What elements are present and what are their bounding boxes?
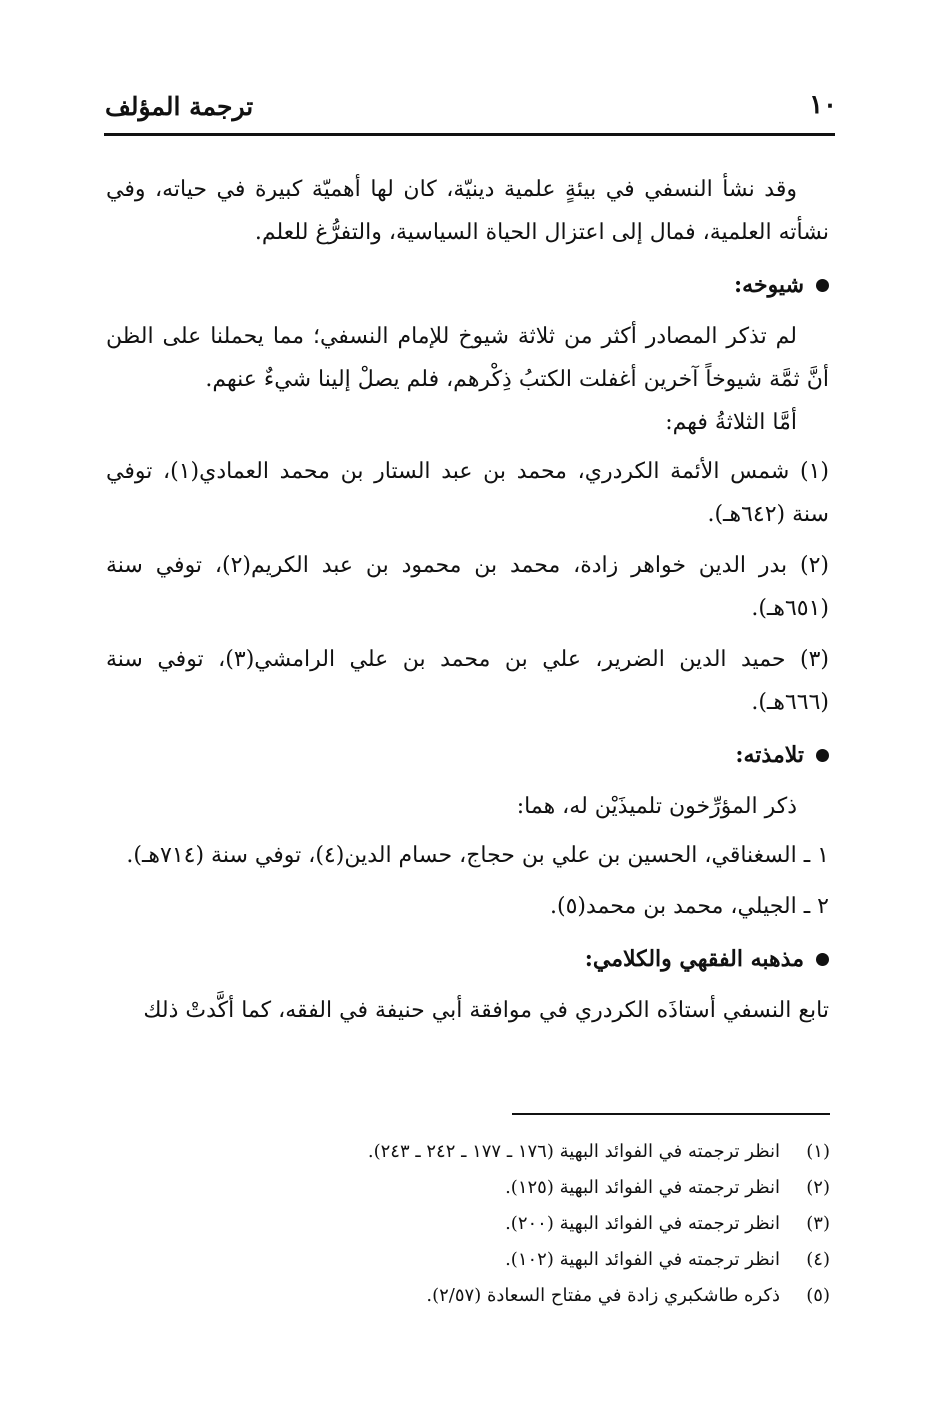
list-item: (٣) حميد الدين الضرير، علي بن محمد بن علي الرامشي(٣)، توفي سنة (٦٦٦هـ). <box>106 647 829 715</box>
list-item: (٢) بدر الدين خواهر زادة، محمد بن محمود بن عبد الكريم(٢)، توفي سنة (٦٥١هـ). <box>106 553 829 621</box>
bullet-dot-icon <box>816 279 829 292</box>
footnote-number: (٢) <box>806 1177 830 1198</box>
footnote-text: انظر ترجمته في الفوائد البهية (١٧٦ ـ ١٧٧ ـ ٢٤٢ ـ ٢٤٣). <box>367 1141 780 1162</box>
madhhab-paragraph: تابع النسفي أستاذَه الكردري في موافقة أبي حنيفة في الفقه، كما أكَّدتْ ذلك <box>143 998 829 1023</box>
footnote-rule <box>512 1113 830 1115</box>
intro-paragraph: وقد نشأ النسفي في بيئةٍ علمية دينيّة، كان لها أهميّة كبيرة في حياته، وفي نشأته العلمية، فمال إلى اعتزال الحياة السياسية، والتفرُّغ للعلم. <box>106 177 829 245</box>
footnote-text: انظر ترجمته في الفوائد البهية (١٠٢). <box>505 1249 780 1270</box>
footnote <box>200 1170 830 1206</box>
students-lead: ذكر المؤرِّخون تلميذَيْن له، هما: <box>516 794 797 819</box>
footnotes <box>200 1134 830 1314</box>
list-item: ٢ ـ الجيلي، محمد بن محمد(٥). <box>550 894 829 919</box>
footnote-text: انظر ترجمته في الفوائد البهية (٢٠٠). <box>505 1213 780 1234</box>
section-heading-students <box>106 734 829 777</box>
page-number: ١٠ <box>809 90 837 120</box>
footnote <box>200 1134 830 1170</box>
section-heading-teachers <box>106 264 829 307</box>
footnote-number: (٤) <box>806 1249 830 1270</box>
footnote-number: (٥) <box>806 1285 830 1306</box>
footnote <box>200 1206 830 1242</box>
main-text <box>106 168 829 1032</box>
section-title: شيوخه: <box>734 272 804 298</box>
teachers-lead: أمَّا الثلاثةُ فهم: <box>665 410 797 435</box>
list-item: ١ ـ السغناقي، الحسين بن علي بن حجاج، حسام الدين(٤)، توفي سنة (٧١٤هـ). <box>126 843 829 868</box>
list-item: (١) شمس الأئمة الكردري، محمد بن عبد الستار بن محمد العمادي(١)، توفي سنة (٦٤٢هـ). <box>106 459 829 527</box>
footnote-number: (١) <box>806 1141 830 1162</box>
bullet-dot-icon <box>816 953 829 966</box>
section-heading-madhhab <box>106 938 829 981</box>
footnote-text: ذكره طاشكبري زادة في مفتاح السعادة (٢/٥٧). <box>426 1285 780 1306</box>
section-title: مذهبه الفقهي والكلامي: <box>584 946 804 972</box>
section-title: تلامذته: <box>735 742 804 768</box>
running-title: ترجمة المؤلف <box>105 92 254 121</box>
teachers-paragraph: لم تذكر المصادر أكثر من ثلاثة شيوخ للإمام النسفي؛ مما يحملنا على الظن أنَّ ثمَّة شيوخاً آخرين أغفلت الكتبُ ذِكْرهم، فلم يصلْ إلينا شيءٌ عنهم. <box>106 324 829 392</box>
footnote <box>200 1242 830 1278</box>
footnote-text: انظر ترجمته في الفوائد البهية (١٢٥). <box>505 1177 780 1198</box>
footnote <box>200 1278 830 1314</box>
header-rule <box>104 133 835 136</box>
footnote-number: (٣) <box>806 1213 830 1234</box>
bullet-dot-icon <box>816 749 829 762</box>
